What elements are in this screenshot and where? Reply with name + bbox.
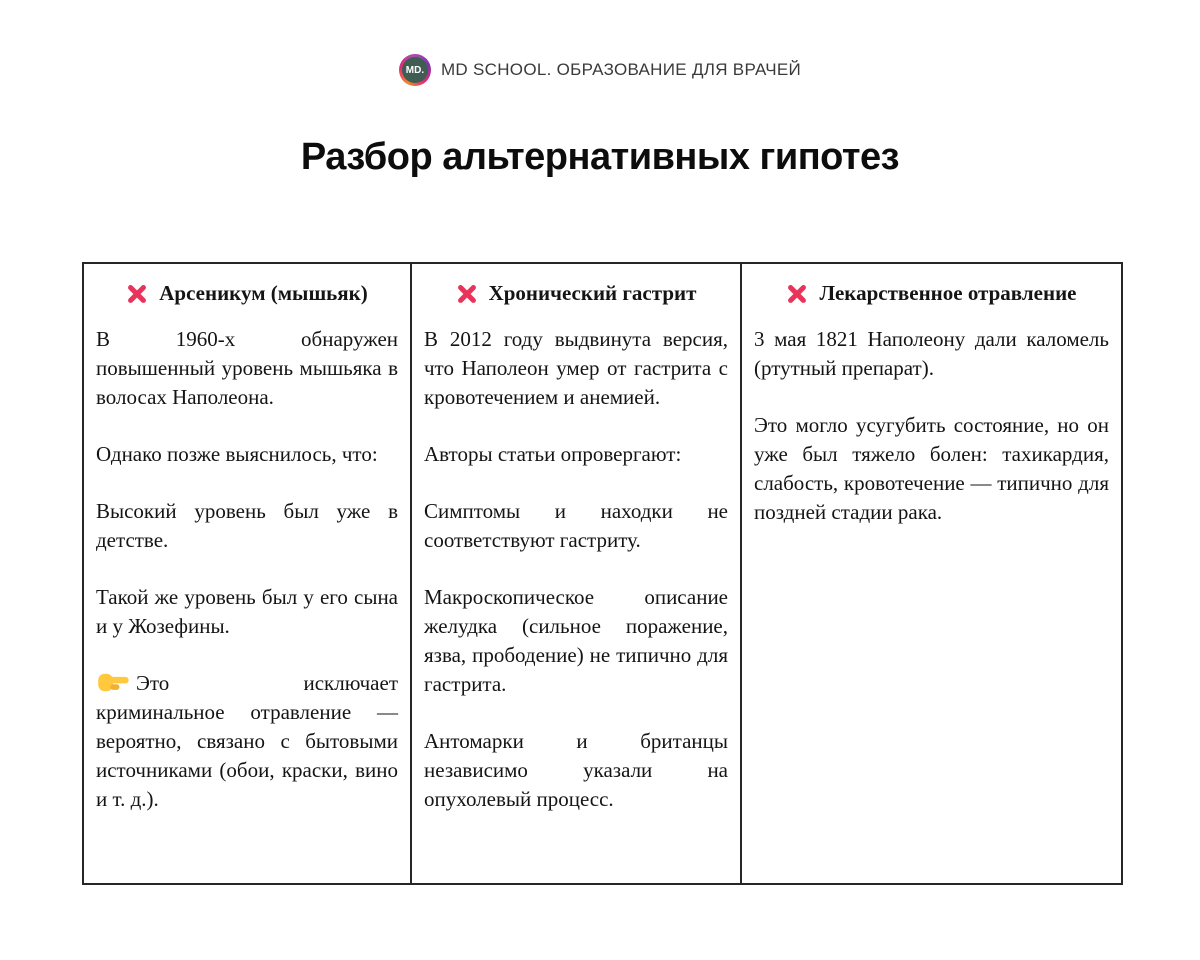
column-arsenic-header xyxy=(96,281,398,306)
page-title: Разбор альтернативных гипотез xyxy=(300,136,900,178)
column-header-label: Лекарственное отравление xyxy=(819,281,1077,305)
column-header-label: Хронический гастрит xyxy=(488,281,697,305)
column-gastritis xyxy=(412,264,742,883)
brand-header xyxy=(0,54,1200,86)
paragraph: В 1960-х обнаружен повышенный уровень мышьяка в волосах Наполеона. xyxy=(96,327,398,409)
cross-mark-icon xyxy=(126,283,148,305)
paragraph: Высокий уровень был уже в детстве. xyxy=(96,499,398,552)
column-header-label: Арсеникум (мышьяк) xyxy=(159,281,368,305)
conclusion-paragraph xyxy=(96,669,398,814)
paragraph: Это могло усугубить состояние, но он уже был тяжело болен: тахикардия, слабость, кровотечение — типично для поздней стадии рака. xyxy=(754,413,1109,524)
paragraph: Авторы статьи опровергают: xyxy=(424,442,682,466)
md-school-logo-icon xyxy=(399,54,431,86)
conclusion-text: Это исключает криминальное отравление — вероятно, связано с бытовыми источниками (обои, краски, вино и т. д.). xyxy=(96,671,398,811)
paragraph: Однако позже выяснилось, что: xyxy=(96,442,378,466)
column-drug-poisoning xyxy=(742,264,1121,883)
paragraph: Макроскопическое описание желудка (сильное поражение, язва, прободение) не типично для гастрита. xyxy=(424,585,728,696)
cross-mark-icon xyxy=(456,283,478,305)
paragraph: 3 мая 1821 Наполеону дали каломель (ртутный препарат). xyxy=(754,327,1109,380)
logo-monogram: MD. xyxy=(402,57,428,83)
column-drug-poisoning-header xyxy=(754,281,1109,306)
brand-name: MD SCHOOL. ОБРАЗОВАНИЕ ДЛЯ ВРАЧЕЙ xyxy=(440,60,802,79)
paragraph: В 2012 году выдвинута версия, что Наполеон умер от гастрита с кровотечением и анемией. xyxy=(424,327,728,409)
pointing-finger-icon xyxy=(96,670,130,694)
paragraph: Симптомы и находки не соответствуют гастриту. xyxy=(424,499,728,552)
hypotheses-table xyxy=(82,262,1123,885)
paragraph: Такой же уровень был у его сына и у Жозефины. xyxy=(96,585,398,638)
column-gastritis-header xyxy=(424,281,728,306)
paragraph: Антомарки и британцы независимо указали на опухолевый процесс. xyxy=(424,729,728,811)
cross-mark-icon xyxy=(786,283,808,305)
column-arsenic xyxy=(84,264,412,883)
